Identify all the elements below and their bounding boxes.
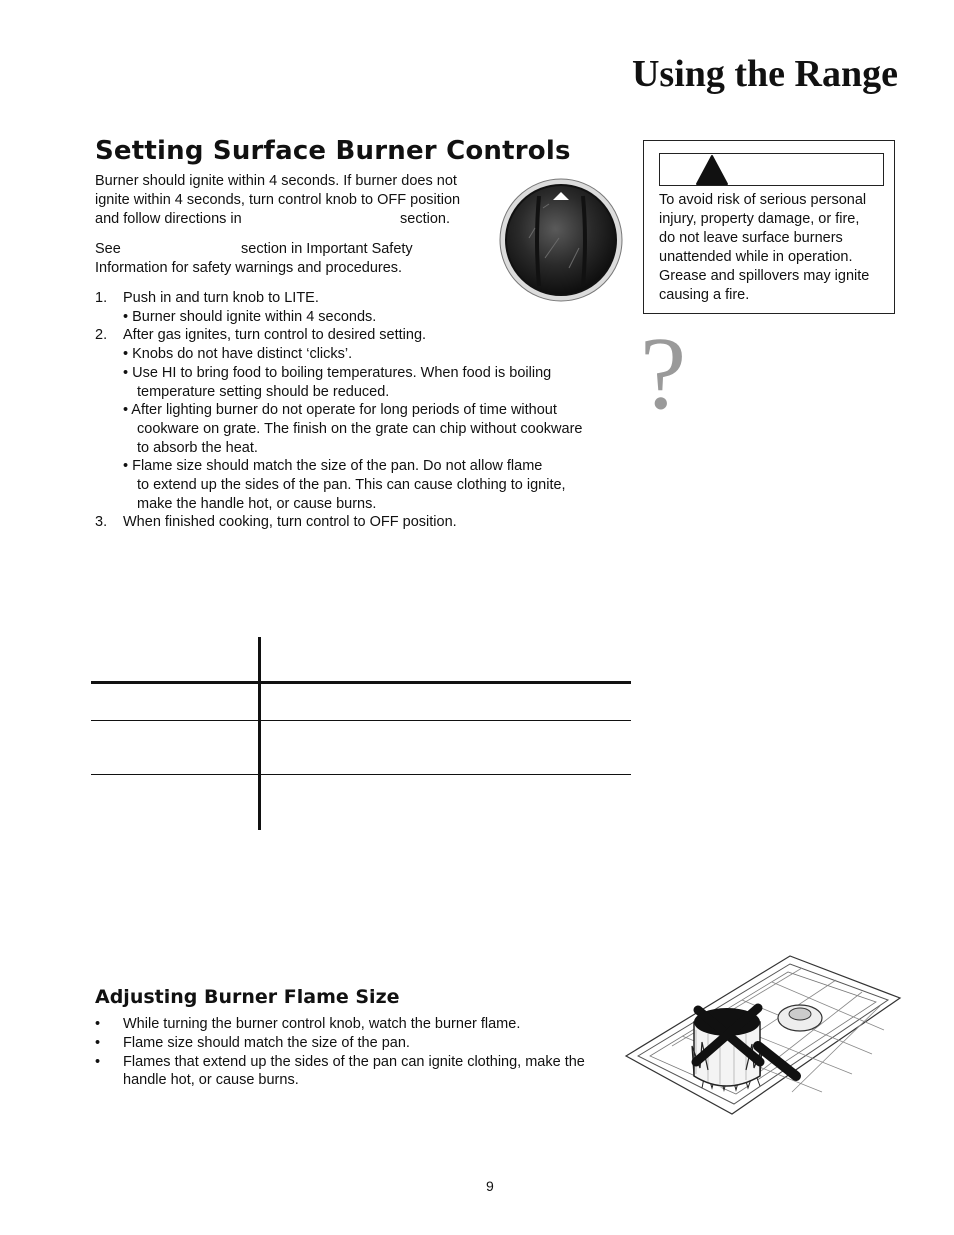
step1-bullet-1: • Burner should ignite within 4 seconds.	[123, 309, 377, 325]
flame-bullet-3: Flames that extend up the sides of the pan can ignite clothing, make the	[123, 1054, 585, 1070]
step2-bullet-4-cont-1: to extend up the sides of the pan. This can cause clothing to ignite,	[137, 477, 566, 493]
warning-line-4: unattended while in operation.	[659, 249, 853, 265]
warning-text	[659, 191, 869, 305]
warning-line-6: causing a fire.	[659, 287, 750, 303]
intro-line-3-end: section.	[400, 211, 450, 227]
see-line-2: Information for safety warnings and procedures.	[95, 260, 403, 276]
step2-bullet-2: • Use HI to bring food to boiling temperatures. When food is boiling	[123, 365, 552, 381]
intro-line-1: Burner should ignite within 4 seconds. If burner does not	[95, 173, 457, 189]
cooktop-flame-illustration	[622, 950, 904, 1120]
warning-line-3: do not leave surface burners	[659, 230, 843, 246]
section-heading-burner-controls: Setting Surface Burner Controls	[95, 136, 571, 166]
flame-bullet-2: Flame size should match the size of the pan.	[123, 1035, 410, 1051]
table-header-rule	[91, 681, 631, 684]
warning-banner	[659, 153, 884, 186]
step2-bullet-3-cont-2: to absorb the heat.	[137, 440, 258, 456]
table-vertical-divider	[258, 637, 261, 830]
see-line-1-start: See	[95, 241, 121, 257]
warning-line-2: injury, property damage, or fire,	[659, 211, 860, 227]
step2-bullet-2-cont: temperature setting should be reduced.	[137, 384, 390, 400]
step2-bullet-4: • Flame size should match the size of the pan. Do not allow flame	[123, 458, 543, 474]
step-number-1: 1.	[95, 290, 108, 306]
flame-bullet-char-1: •	[95, 1016, 101, 1032]
warning-box	[643, 140, 895, 314]
step-text-2: After gas ignites, turn control to desired setting.	[123, 327, 427, 343]
step2-bullet-4-cont-2: make the handle hot, or cause burns.	[137, 496, 377, 512]
step2-bullet-1: • Knobs do not have distinct ‘clicks’.	[123, 346, 353, 362]
section-heading-flame-size: Adjusting Burner Flame Size	[95, 986, 400, 1008]
see-line-1-end: section in Important Safety	[241, 241, 413, 257]
step-text-3: When finished cooking, turn control to OFF position.	[123, 514, 457, 530]
intro-line-3: and follow directions in	[95, 211, 242, 227]
burner-knob-illustration	[499, 178, 625, 304]
intro-line-2: ignite within 4 seconds, turn control knob to OFF position	[95, 192, 461, 208]
flame-bullet-3-cont: handle hot, or cause burns.	[123, 1072, 299, 1088]
warning-line-1: To avoid risk of serious personal	[659, 192, 867, 208]
flame-bullet-char-3: •	[95, 1054, 101, 1070]
page-title: Using the Range	[631, 53, 898, 95]
warning-triangle-icon	[695, 154, 729, 186]
table-row-rule-1	[91, 720, 631, 721]
step2-bullet-3-cont-1: cookware on grate. The finish on the grate can chip without cookware	[137, 421, 583, 437]
step-text-1: Push in and turn knob to LITE.	[123, 290, 319, 306]
step2-bullet-3: • After lighting burner do not operate for long periods of time without	[123, 402, 557, 418]
flame-bullet-char-2: •	[95, 1035, 101, 1051]
step-number-3: 3.	[95, 514, 108, 530]
step-number-2: 2.	[95, 327, 108, 343]
page-number: 9	[486, 1178, 494, 1194]
flame-bullet-1: While turning the burner control knob, watch the burner flame.	[123, 1016, 521, 1032]
warning-line-5: Grease and spillovers may ignite	[659, 268, 870, 284]
question-mark-glyph: ?	[640, 316, 687, 431]
table-row-rule-2	[91, 774, 631, 775]
